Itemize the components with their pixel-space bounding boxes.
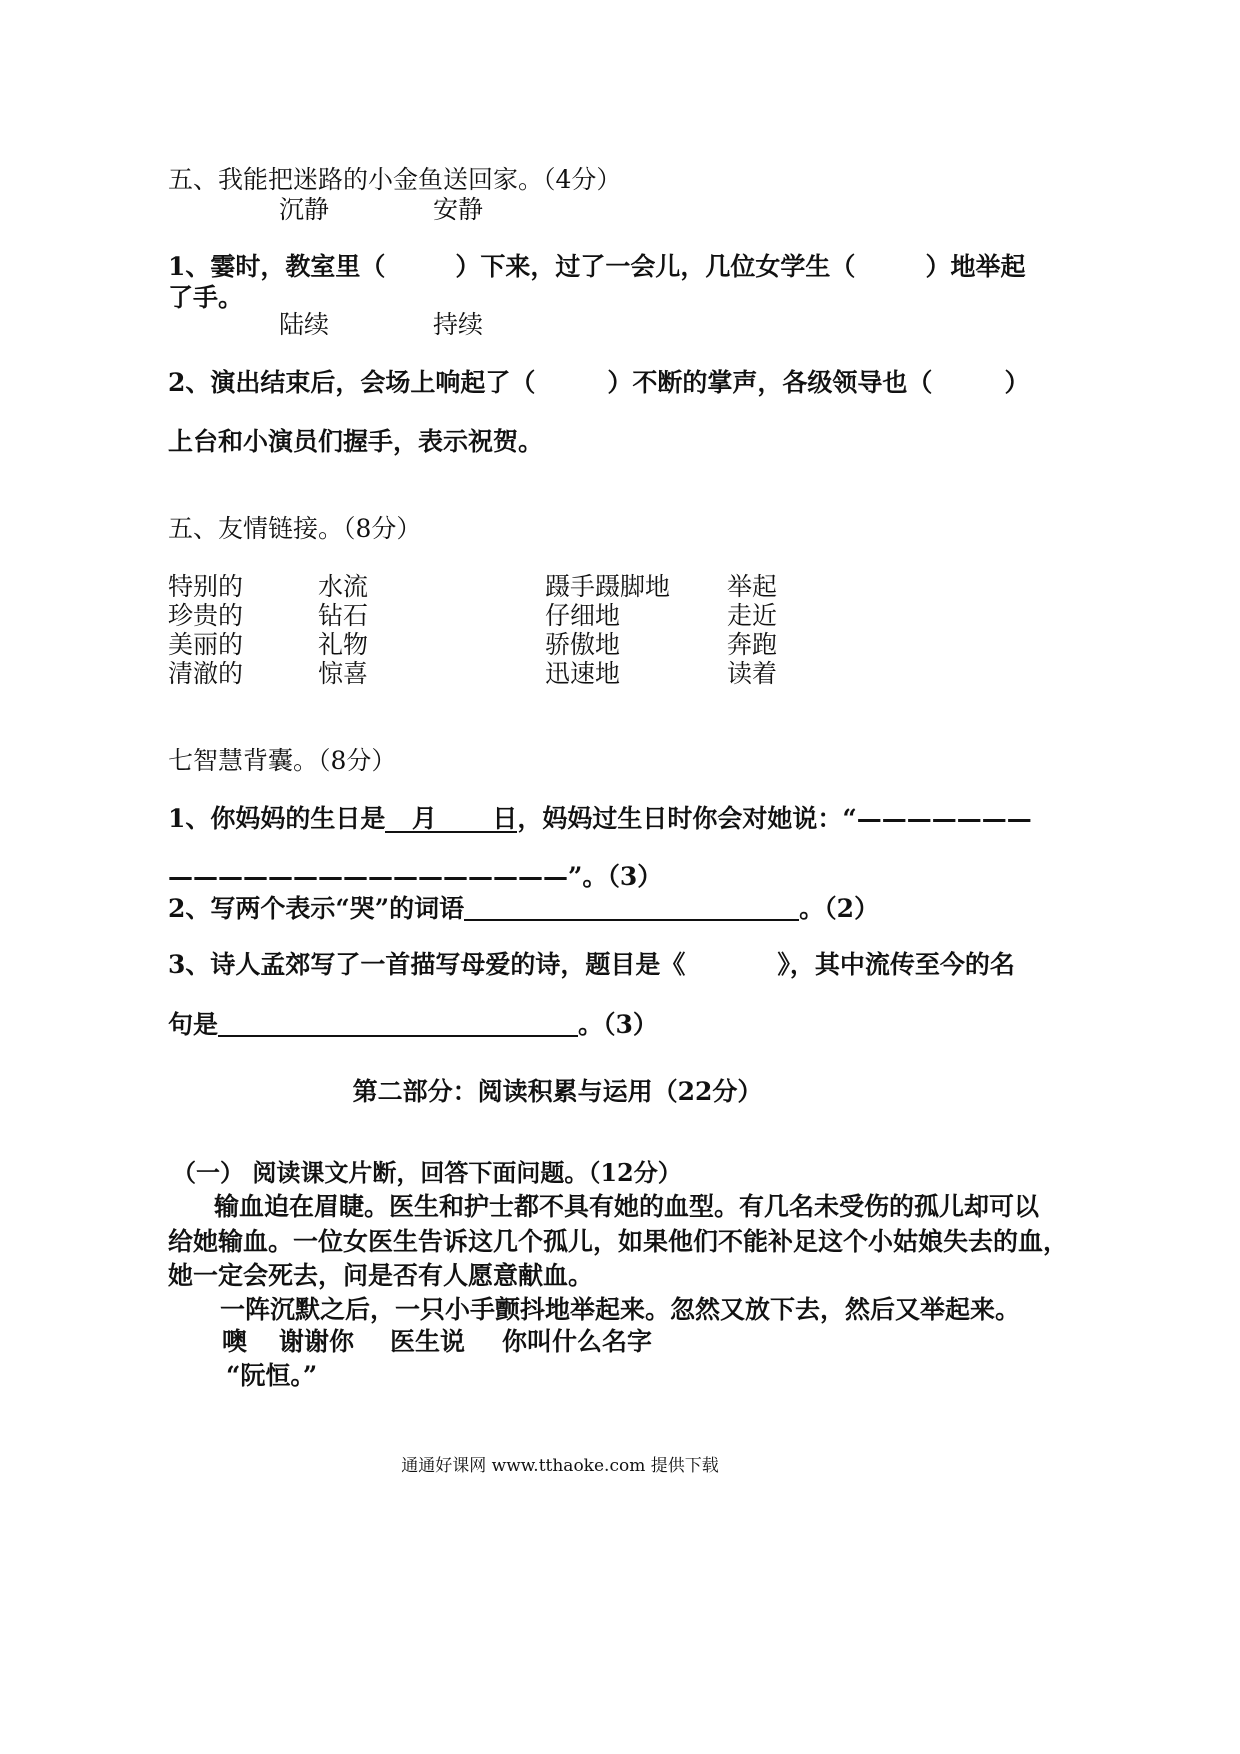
reading-paragraph-line: 输血迫在眉睫。医生和护士都不具有她的血型。有几名未受伤的孤儿却可以 — [214, 1192, 1040, 1221]
question-7-1-cont: ————————————————”。（3） — [168, 862, 663, 891]
question-7-3-cont: 句是 。（3） — [168, 1010, 658, 1039]
adverb-item[interactable]: 骄傲地 — [545, 630, 621, 659]
section5a-heading: 五、我能把迷路的小金鱼送回家。（4分） — [168, 165, 622, 194]
reading-paragraph-line: 给她输血。一位女医生告诉这几个孤儿，如果他们不能补足这个小姑娘失去的血， — [168, 1227, 1069, 1256]
question-1: 1、霎时，教室里（ ）下来，过了一会儿，几位女学生（ ）地举起 — [168, 252, 1026, 281]
verb-item[interactable]: 奔跑 — [727, 630, 778, 659]
word-option: 安静 — [433, 195, 484, 224]
dialog-fragment: 你叫什么名字 — [502, 1327, 653, 1356]
verb-item[interactable]: 读着 — [727, 659, 778, 688]
adjective-item[interactable]: 特别的 — [168, 572, 244, 601]
question-7-1: 1、你妈妈的生日是 月 日，妈妈过生日时你会对她说：“——————— — [168, 804, 1032, 833]
noun-item[interactable]: 水流 — [318, 572, 369, 601]
reading-paragraph-line: 一阵沉默之后，一只小手颤抖地举起来。忽然又放下去，然后又举起来。 — [220, 1295, 1021, 1324]
dialog-fragment: 医生说 — [390, 1327, 466, 1356]
answer-blank[interactable] — [218, 1010, 578, 1037]
word-option: 沉静 — [279, 195, 330, 224]
section7-heading: 七智慧背囊。（8分） — [168, 746, 397, 775]
question-2-cont: 上台和小演员们握手，表示祝贺。 — [168, 427, 544, 456]
question-number: 1、 — [168, 252, 211, 281]
reading-subheading: （一） 阅读课文片断，回答下面问题。（12分） — [172, 1158, 682, 1187]
footer-credit: 通通好课网 www.tthaoke.com 提供下载 — [401, 1456, 719, 1476]
adverb-item[interactable]: 仔细地 — [545, 601, 621, 630]
dialog-fragment: 谢谢你 — [279, 1327, 355, 1356]
noun-item[interactable]: 钻石 — [318, 601, 369, 630]
dialog-fragment: 噢 — [222, 1327, 248, 1356]
question-7-3: 3、诗人孟郊写了一首描写母爱的诗，题目是《 》，其中流传至今的名 — [168, 950, 1015, 979]
adverb-item[interactable]: 蹑手蹑脚地 — [545, 572, 671, 601]
question-number: 1、 — [168, 804, 211, 833]
question-1-cont: 了手。 — [168, 283, 244, 312]
verb-item[interactable]: 走近 — [727, 601, 778, 630]
part2-title: 第二部分：阅读积累与运用（22分） — [352, 1077, 763, 1106]
noun-item[interactable]: 惊喜 — [318, 659, 369, 688]
word-option: 持续 — [433, 310, 484, 339]
noun-item[interactable]: 礼物 — [318, 630, 369, 659]
day-blank[interactable]: 日 — [463, 806, 517, 833]
verb-item[interactable]: 举起 — [727, 572, 778, 601]
question-number: 2、 — [168, 894, 211, 923]
adjective-item[interactable]: 美丽的 — [168, 630, 244, 659]
word-option: 陆续 — [279, 310, 330, 339]
section5b-heading: 五、友情链接。（8分） — [168, 514, 422, 543]
question-number: 2、 — [168, 368, 211, 397]
answer-blank[interactable] — [464, 894, 799, 921]
adverb-item[interactable]: 迅速地 — [545, 659, 621, 688]
question-7-2: 2、写两个表示“哭”的词语 。（2） — [168, 894, 880, 923]
question-2: 2、演出结束后，会场上响起了（ ）不断的掌声，各级领导也（ ） — [168, 368, 1030, 397]
month-blank[interactable]: 月 — [385, 806, 463, 833]
adjective-item[interactable]: 珍贵的 — [168, 601, 244, 630]
dialog-answer: “阮恒。” — [226, 1361, 318, 1390]
reading-paragraph-line: 她一定会死去，问是否有人愿意献血。 — [168, 1261, 594, 1290]
question-number: 3、 — [168, 950, 211, 979]
adjective-item[interactable]: 清澈的 — [168, 659, 244, 688]
